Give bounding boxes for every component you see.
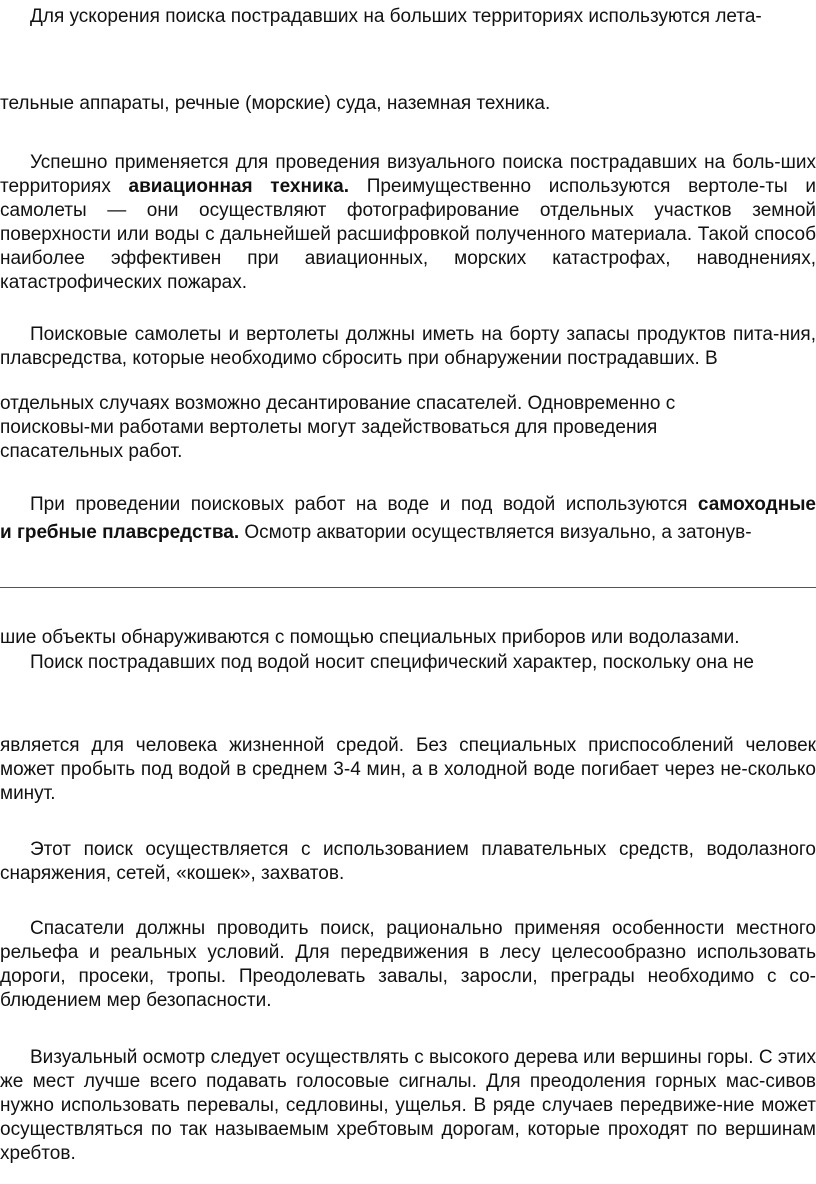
text-line (0, 521, 816, 545)
text-segment: Осмотр акватории осуществляется визуально, а затонув- (239, 522, 752, 543)
page-divider (0, 587, 816, 588)
paragraph-aviation-means-end: тельные аппараты, речные (морские) суда, наземная техника. (0, 93, 551, 114)
text-segment: Преимущественно используются вертоле-ты и самолеты — они осуществляют фотографирование отдельных участков земной поверхности или воды с дальнейшей расшифровкой полученного материала. Такой способ наиболее эффективен при авиационных, морских катастрофах, наводнениях, катастрофических пожарах. (0, 176, 816, 293)
text-line: поисковы-ми работами вертолеты могут задействоваться для проведения (0, 417, 658, 438)
paragraph-search-aircraft-continued (0, 392, 816, 464)
bold-term-self-propelled: самоходные (697, 494, 816, 515)
text-segment: Успешно применяется для проведения визуального поиска пострадавших на боль-ших территориях (0, 152, 816, 197)
paragraph-underwater-objects: шие объекты обнаруживаются с помощью специальных приборов или водолазами. (0, 627, 740, 648)
paragraph-search-aircraft: Поисковые самолеты и вертолеты должны иметь на борту запасы продуктов пита-ния, плавсредства, которые необходимо сбросить при обнаружении пострадавших. В (0, 324, 816, 369)
paragraph-aviation-technique (0, 151, 816, 295)
paragraph-water-search (0, 493, 816, 545)
paragraph-aviation-means-start: Для ускорения поиска пострадавших на больших территориях используются лета- (30, 6, 762, 27)
text-line: отдельных случаях возможно десантирование спасателей. Одновременно с (0, 393, 676, 414)
paragraph-underwater-search: Поиск пострадавших под водой носит специфический характер, поскольку она не (30, 652, 754, 673)
bold-term-rowing-boats: и гребные плавсредства. (0, 522, 240, 543)
bold-term-aviation: авиационная техника. (128, 176, 349, 197)
text-line: спасательных работ. (0, 441, 183, 462)
text-line (0, 493, 816, 517)
paragraph-visual-inspection: Визуальный осмотр следует осуществлять с высокого дерева или вершины горы. С этих же мест лучше всего подавать голосовые сигналы. Для преодоления горных мас-сивов нужно использовать перевалы, седловины, ущелья. В ряде случаев передвиже-ние может осуществляться по так называемым хребтовым дорогам, которые проходят по вершинам хребтов. (0, 1047, 816, 1164)
paragraph-search-equipment: Этот поиск осуществляется с использованием плавательных средств, водолазного снаряжения, сетей, «кошек», захватов. (0, 839, 816, 884)
paragraph-terrain-search: Спасатели должны проводить поиск, рационально применяя особенности местного рельефа и реальных условий. Для передвижения в лесу целесообразно использовать дороги, просеки, тропы. Преодолевать завалы, заросли, преграды необходимо с со-блюдением мер безопасности. (0, 918, 816, 1011)
text-segment: При проведении поисковых работ на воде и под водой используются (30, 494, 698, 515)
paragraph-underwater-survival: является для человека жизненной средой. Без специальных приспособлений человек может пробыть под водой в среднем 3-4 мин, а в холодной воде погибает через не-сколько минут. (0, 735, 816, 804)
